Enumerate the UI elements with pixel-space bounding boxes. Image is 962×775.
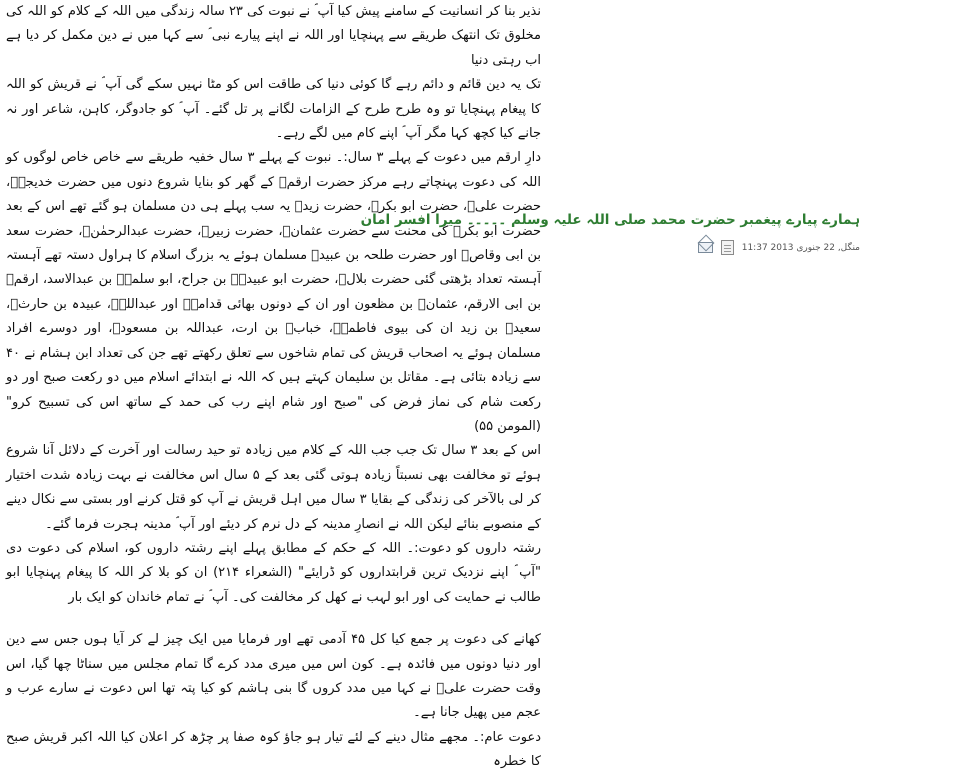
post-meta: [560, 240, 860, 255]
post-title-link[interactable]: ہمارے پیارے پیغمبر حضرت محمد صلی اللہ علیہ وسلم ۔۔۔۔۔ میرا افسر امان: [360, 212, 860, 228]
article-paragraph-5: رشتہ داروں کو دعوت:۔ اللہ کے حکم کے مطابق پہلے اپنے رشتہ داروں کو، اسلام کی دعوت دی "آپ ؐ اپنے نزدیک ترین قرابتداروں کو ڈرایئے" (الشعراء ۲۱۴) ان کو بلا کر اللہ کا پیغام پہنچایا ابو طالب نے حمایت کی اور ابو لہب نے کھل کر مخالفت کی۔ آپ ؐ نے تمام خاندان کو ایک بار: [6, 540, 541, 605]
article-paragraph-7: دعوت عام:۔ مجھے مثال دینے کے لئے تیار ہو جاؤ کوہ صفا پر چڑھ کر اعلان کیا اللہ اکبر قریش صبح کا خطرہ: [6, 729, 541, 770]
article-paragraph-3: دارِ ارقم میں دعوت کے پہلے ۳ سال:۔ نبوت کے پہلے ۳ سال خفیہ طریقے سے خاص خاص لوگوں کو اللہ کی دعوت پہنچاتے رہے مرکز حضرت ارقمؓ کے گھر کو بنایا شروع دنوں میں حضرت خدیجہؓ، حضرت علیؓ، حضرت ابو بکرؓ، حضرت زیدؓ یہ سب پہلے ہی دن مسلمان ہو گئے تھے اس کے بعد حضرت ابو بکرؓ کی محنت سے حضرت عثمانؓ، حضرت زبیرؓ، حضرت عبدالرحمٰنؓ، حضرت سعد بن ابی وقاصؓ اور حضرت طلحہ بن عبیدؓ مسلمان ہوئے یہ بزرگ اسلام کا ہراول دستہ تھے آہستہ آہستہ تعداد بڑھتی گئی حضرت بلالؓ، حضرت ابو عبیدہؓ بن جراح، ابو سلمہؓ بن عبدالاسد، ارقمؓ بن ابی الارقم، عثمانؓ بن مظعون اور ان کے دونوں بھائی قدامہؓ اور عبداللہؓ، عبیدہ بن حارثؓ، سعیدؓ بن زید ان کی بیوی فاطمہؓ، خبابؓ بن ارت، عبداللہ بن مسعودؓ، اور دوسرے افراد مسلمان ہوئے یہ اصحاب قریش کی تمام شاخوں سے تعلق رکھتے تھے جن کی تعداد ابن ہشام نے ۴۰ سے زیادہ بتائی ہے۔ مقاتل بن سلیمان کہتے ہیں کہ اللہ نے ابتدائے اسلام میں دو رکعت صبح اور دو رکعت شام کی نماز فرض کی "صبح اور شام اپنے رب کی حمد کے ساتھ اس کی تسبیح کرو" (المومن ۵۵): [6, 150, 541, 434]
post-sidebar: [360, 212, 860, 255]
paragraph-gap: [6, 610, 541, 628]
pdf-icon[interactable]: [721, 240, 734, 255]
article-paragraph-1: نذیر بنا کر انسانیت کے سامنے پیش کیا آپ ؐ نے نبوت کی ۲۳ سالہ زندگی میں اللہ کے کلام کو اللہ کی مخلوق تک انتھک طریقے سے پہنچایا اور اللہ نے اپنے پیارے نبی ؐ سے کہا میں نے دین مکمل کر دیا ہے اب رہتی دنیا: [6, 4, 541, 68]
article-paragraph-4: اس کے بعد ۳ سال تک جب جب اللہ کے کلام میں زیادہ تو حید رسالت اور آخرت کے دلائل آنا شروع ہوئے تو مخالفت بھی نسبتاً زیادہ ہوتی گئی بعد کے ۵ سال اس مخالفت نے بہت زیادہ شدت اختیار کر لی بالآخر کی زندگی کے بقایا ۳ سال میں اہل قریش نے آپ کو قتل کرنے اور بستی سے نکال دینے کے منصوبے بنائے لیکن اللہ نے انصارِ مدینہ کے دل نرم کر دیئے اور آپ ؐ مدینہ ہجرت فرما گئے۔: [6, 443, 541, 532]
article-paragraph-2: تک یہ دین قائم و دائم رہے گا کوئی دنیا کی طاقت اس کو مٹا نہیں سکے گی آپ ؐ نے قریش کو اللہ کا پیغام پہنچایا تو وہ طرح طرح کے الزامات لگانے پر تل گئے۔ آپ ؐ کو جادوگر، کاہن، شاعر اور نہ جانے کیا کچھ کہا مگر آپ ؐ اپنے کام میں لگے رہے۔: [6, 77, 541, 142]
post-date: منگل, 22 جنوری 2013 11:37: [741, 242, 860, 253]
email-icon[interactable]: [698, 242, 713, 253]
article-paragraph-6: کھانے کی دعوت پر جمع کیا کل ۴۵ آدمی تھے اور فرمایا میں ایک چیز لے کر آیا ہوں جس سے دین اور دنیا دونوں میں فائدہ ہے۔ کون اس میں میری مدد کرے گا تمام مجلس میں سناٹا چھا گیا، اس وقت حضرت علیؓ نے کہا میں مدد کروں گا بنی ہاشم کو کیا پتہ تھا اس دعوت نے سارے عرب و عجم میں پھیل جانا ہے۔: [6, 632, 541, 721]
